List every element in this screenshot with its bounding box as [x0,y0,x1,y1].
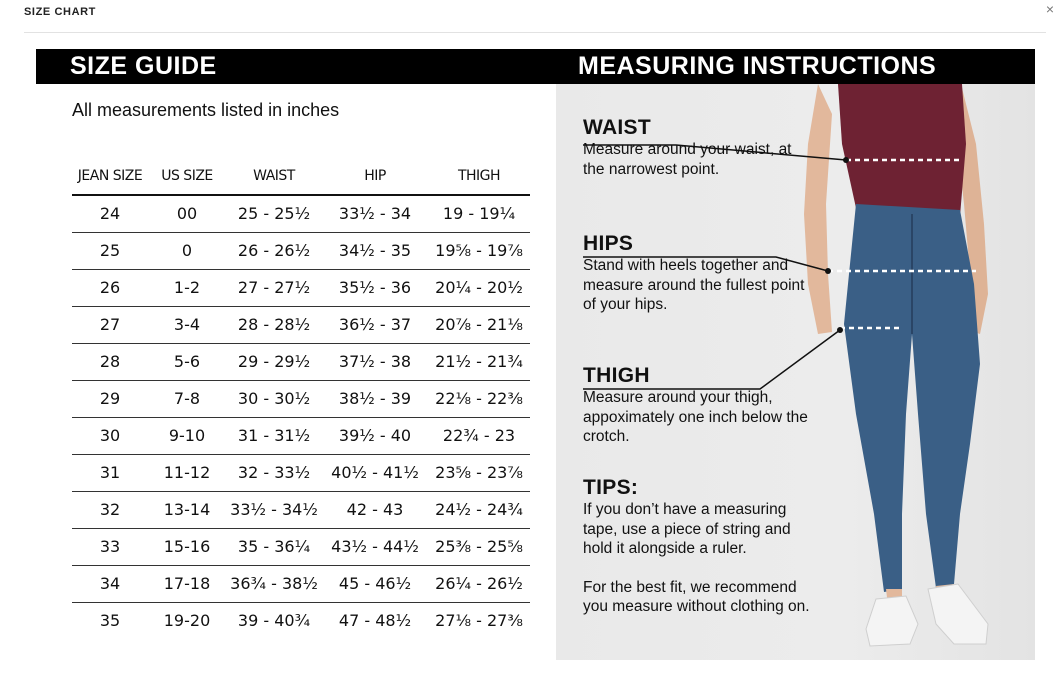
table-cell: 30 [72,417,148,454]
table-cell: 19 - 19¼ [428,195,530,232]
table-cell: 38½ - 39 [322,380,428,417]
table-row [72,454,530,491]
table-cell: 26 - 26½ [226,232,322,269]
table-cell: 3-4 [148,306,226,343]
table-cell: 20¼ - 20½ [428,269,530,306]
units-note: All measurements listed in inches [72,100,340,120]
table-cell: 34½ - 35 [322,232,428,269]
tips-text-1: If you don’t have a measuring tape, use a piece of string and hold it alongside a ruler. [583,501,791,557]
table-cell: 35 [99,611,121,631]
table-cell: 5-6 [148,343,226,380]
size-table [72,158,530,639]
divider [24,32,1046,33]
table-cell: 27 - 27½ [226,269,322,306]
table-cell: 21½ - 21¾ [428,343,530,380]
table-row [72,343,530,380]
table-row [72,417,530,454]
table-cell: 35 - 36¼ [226,528,322,565]
table-cell: 17-18 [148,565,226,602]
table-cell: 33½ - 34½ [226,491,322,528]
table-cell: 36½ - 37 [322,306,428,343]
table-row [72,306,530,343]
table-cell: 29 [72,380,148,417]
table-row [72,528,530,565]
table-cell: 24½ - 24¾ [428,491,530,528]
table-cell: 25 - 25½ [226,195,322,232]
thigh-instruction [583,364,813,447]
table-cell: 11-12 [148,454,226,491]
right-shoe [928,584,988,644]
table-cell: 31 [72,454,148,491]
table-cell: 15-16 [148,528,226,565]
column-header: US SIZE [148,158,226,195]
table-cell: 19⅝ - 19⅞ [428,232,530,269]
table-cell: 26 [72,269,148,306]
table-cell: 45 - 46½ [322,565,428,602]
table-row [72,269,530,306]
waist-pointer-dot [843,157,849,163]
table-row [72,232,530,269]
waist-text: Measure around your waist, at the narrowest point. [583,141,792,178]
table-cell: 19-20 [163,611,211,631]
table-cell: 32 [72,491,148,528]
table-cell: 22¾ - 23 [428,417,530,454]
table-cell: 33½ - 34 [322,195,428,232]
table-header-row [72,158,530,195]
table-cell: 9-10 [148,417,226,454]
table-cell: 39 - 40¾ [237,611,311,631]
table-row [72,565,530,602]
size-guide-title: SIZE GUIDE [70,52,217,80]
table-cell: 29 - 29½ [226,343,322,380]
table-cell: 37½ - 38 [322,343,428,380]
tips-text-2: For the best fit, we recommend you measure without clothing on. [583,578,810,615]
table-cell: 28 [72,343,148,380]
modal-title: SIZE CHART [24,6,96,18]
tips-heading: TIPS: [583,476,639,499]
table-cell: 25⅜ - 25⅝ [428,528,530,565]
table-cell: 13-14 [148,491,226,528]
table-cell: 36¾ - 38½ [226,565,322,602]
table-cell: 32 - 33½ [226,454,322,491]
table-cell: 31 - 31½ [226,417,322,454]
column-header: JEAN SIZE [72,158,148,195]
table-row [72,380,530,417]
table-cell: 35½ - 36 [322,269,428,306]
table-cell: 00 [148,195,226,232]
table-cell: 20⅞ - 21⅛ [428,306,530,343]
table-row [72,602,530,639]
table-cell: 25 [72,232,148,269]
waist-heading: WAIST [583,116,651,139]
hips-pointer-dot [825,268,831,274]
table-row [72,491,530,528]
waist-instruction [583,116,813,179]
table-cell: 28 - 28½ [226,306,322,343]
table-cell: 40½ - 41½ [322,454,428,491]
column-header: WAIST [226,158,322,195]
tips-instruction [583,476,823,617]
table-cell: 27⅛ - 27⅜ [435,611,523,631]
hips-text: Stand with heels together and measure around the fullest point of your hips. [583,257,805,313]
table-cell: 7-8 [148,380,226,417]
column-header: THIGH [428,158,530,195]
measuring-instructions-title: MEASURING INSTRUCTIONS [578,52,937,80]
table-cell: 22⅛ - 22⅜ [428,380,530,417]
table-cell: 0 [148,232,226,269]
column-header: HIP [322,158,428,195]
hips-instruction [583,232,813,315]
header-banner [36,49,1035,84]
table-cell: 47 - 48½ [338,611,412,631]
table-cell: 42 - 43 [322,491,428,528]
table-cell: 34 [72,565,148,602]
table-cell: 39½ - 40 [322,417,428,454]
table-cell: 26¼ - 26½ [428,565,530,602]
table-cell: 23⅝ - 23⅞ [428,454,530,491]
hips-heading: HIPS [583,232,634,255]
close-icon[interactable]: × [1045,1,1054,17]
table-cell: 27 [72,306,148,343]
table-cell: 43½ - 44½ [322,528,428,565]
thigh-heading: THIGH [583,364,650,387]
left-shoe [866,596,918,646]
maroon-top [838,84,966,216]
thigh-text: Measure around your thigh, appoximately one inch below the crotch. [583,389,808,445]
table-cell: 33 [72,528,148,565]
table-cell: 30 - 30½ [226,380,322,417]
thigh-pointer-dot [837,327,843,333]
table-cell: 1-2 [148,269,226,306]
table-row [72,195,530,232]
table-cell: 24 [72,195,148,232]
table-body [72,195,530,639]
